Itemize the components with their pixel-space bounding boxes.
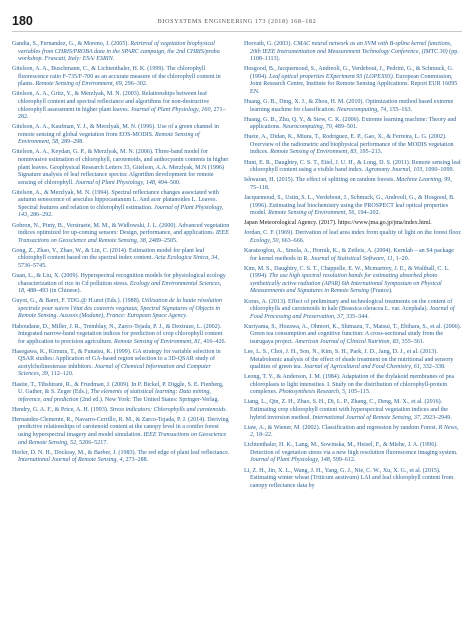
reference-text: , 5736–5745.	[18, 255, 219, 269]
reference-entry[interactable]	[12, 324, 230, 347]
reference-text: Hunt, E. R., Daughtry, C. S. T., Eitel, J. U. H., & Long, D. S. (2011). Remote sensing leaf chlorophyll content using a visible band index.	[244, 159, 461, 174]
reference-text: Horvath, G. (2003).	[244, 41, 294, 47]
reference-source: Journal of Chemical Information and Computer Sciences, 39	[18, 363, 211, 378]
reference-entry[interactable]	[244, 134, 462, 157]
reference-text: Huang, G. B., Ding, X. J., & Zhou, H. M. (2010). Optimization method based extreme learning machine for classification.	[244, 99, 454, 113]
reference-source: CMAC neural network as an SVM with B-spline kernel functions, 20th IEEE Instrumentation and Measurement Technology Conference, (IMTC 30)	[250, 41, 452, 55]
reference-text: Guan, L., & Liu, X. (2009). Hyperspectral recognition models for physiological ecology characterization of rice in Cd pollution stress.	[12, 273, 226, 287]
reference-source: Agronomy Journal, 103	[364, 167, 423, 174]
reference-source: Remote Sensing of Environment, 58	[18, 131, 200, 146]
reference-text: , 195–213.	[356, 149, 383, 156]
reference-text: , 488–493 (in Chinese).	[24, 288, 81, 295]
reference-text: , 2489–2505.	[145, 237, 178, 244]
reference-source: Remote Sensing of Environment, 83	[270, 149, 357, 156]
reference-text: Gong, Z., Zhao, Y., Zhao, W., & Lin, C. (2014). Estimation model for plant leaf chlorophyll content based on the spectral index content.	[12, 247, 205, 262]
page-number: 180	[12, 14, 33, 28]
reference-source: Remote Sensing of Environment, 56	[268, 210, 355, 217]
reference-entry[interactable]	[12, 41, 230, 64]
reference-entry[interactable]	[12, 382, 230, 405]
reference-entry[interactable]	[12, 407, 230, 415]
reference-source: Photosynthesis Research, 5	[278, 389, 346, 396]
reference-text: .	[112, 56, 115, 63]
reference-entry[interactable]	[244, 324, 462, 347]
reference-text: , 416–426.	[200, 338, 227, 345]
reference-source: American Journal of Clinical Nutrition, 83	[294, 338, 399, 345]
reference-text: , 273–288.	[122, 457, 149, 464]
reference-entry[interactable]	[244, 41, 462, 64]
reference-entry[interactable]	[12, 124, 230, 147]
reference-text: , 489–501.	[331, 124, 358, 131]
reference-text: , 332–338.	[419, 364, 446, 371]
reference-source: Retrieval of vegetation biophysical variables from CHRIS/PROBA data in the SPARC campaign, the 2nd CHRIS/proba workshop. Frascati, Italy: ESA/ ESRIN	[18, 41, 220, 63]
reference-source: Remote Sensing of Environment, 69	[35, 81, 122, 88]
reference-entry[interactable]	[244, 220, 462, 228]
reference-text: Huang, G. B., Zhu, Q. Y., & Siew, C. K. (2006). Extreme learning machine: Theory and applications.	[244, 116, 457, 131]
reference-source: Remote Sensing of Environment, 81	[114, 338, 201, 345]
reference-source: The elements of statistical learning: Data mining, inference, and prediction	[18, 389, 211, 403]
reference-text: , 271–282.	[18, 106, 226, 121]
page-header	[12, 14, 462, 30]
reference-source: The use high spectral resolution bands for estimating absorbed photo synthetically active radiation (APAR) 6th International Symposium on Physical Measurements and Signatures in Remote Sensing	[250, 273, 442, 295]
reference-text: Li, Z. H., Jin, X. L., Wang, J. H., Yang, G. J., Nie, C. W., Xu, X. G., et al. (2015). Estimating winter wheat (Triticum aestivum) LAI and leaf chlorophyll content from canopy reflectance data by	[244, 467, 454, 489]
reference-source: Journal of Food Processing and Preservation, 37	[250, 306, 455, 320]
reference-source: Machine Learning, 99	[396, 177, 451, 184]
reference-text: Korus, A. (2013). Effect of preliminary and technological treatments on the content of chlorophylls and carotenoids in kale (Brassica oleracea L. var. Acephala).	[244, 298, 453, 313]
reference-text: Hernandez-Clemente, R., Navarro-Cerrillo, R. M., & Zarco-Tejada, P. J. (2014). Deriving predictive relationships of carotenoid content at the canopy level in a conifer forest using hyperspectral imagery and model simulation.	[12, 416, 229, 439]
reference-text: , 75–118.	[250, 177, 452, 191]
reference-source: Journal of Plant Physiology, 148	[250, 457, 330, 464]
reference-source: Ecology, 50	[250, 237, 279, 244]
reference-entry[interactable]	[244, 66, 462, 96]
reference-entry[interactable]	[12, 349, 230, 379]
reference-text: Kuriyama, S., Hozawa, A., Ohmori, K., Shimazu, T., Matsui, T., Ebihara, S., et al. (2006). Green tea consumption and cognitive function: A cross-sectional study from the tsurugaya project.	[244, 323, 462, 345]
reference-entry[interactable]	[12, 298, 230, 321]
reference-entry[interactable]	[12, 66, 230, 89]
reference-text: . European Commission, Joint Research Centre, Institute for Remote Sensing Applications. Report EUR 16095 EN.	[250, 73, 458, 95]
reference-text: , 289–298.	[58, 139, 84, 146]
reference-entry[interactable]	[244, 374, 462, 397]
reference-text: Huete, A., Didan, K., Miura, T., Rodriguez, E. P., Gao, X., & Ferreira, L. G. (2002). Overview of the radiometric and biophysical performance of the MODIS vegetation indices.	[244, 134, 454, 156]
reference-source: Stress indicators: Chlorophylls and carotenoids	[109, 406, 226, 413]
reference-text: , 296–302.	[121, 81, 148, 88]
reference-text: Lichtenthaler, H. K., Lang, M., Sowinska, M., Heisel, F., & Miehe, J. A. (1996). Detection of vegetation stress via a new high resolution fluorescence imaging system.	[244, 442, 458, 456]
reference-entry[interactable]	[244, 117, 462, 132]
reference-text: Jacquemoud, S., Ustin, S. L., Verdebout, J., Schmuck, G., Andreoli, G., & Hosgood, B. (1996). Estimating leaf biochemistry using the PROSPECT leaf optical properties model.	[244, 195, 455, 217]
reference-entry[interactable]	[12, 223, 230, 246]
reference-entry[interactable]	[12, 450, 230, 465]
reference-text: , 286–292.	[27, 212, 53, 219]
reference-entry[interactable]	[244, 248, 462, 263]
reference-text: Horler, D. N. H., Dockray, M., & Barber, J. (1983). The red edge of plant leaf reflectance.	[12, 449, 230, 456]
reference-text: Jordan, C. F. (1969). Derivation of leaf area index from quality of light on the forest floor.	[244, 230, 462, 237]
reference-text: Hendry, G. A. F., & Price, A. H. (1993).	[12, 406, 110, 413]
reference-source: Journal of Plant Physiology, 143	[18, 204, 224, 219]
reference-text: , 1–20.	[392, 255, 410, 262]
reference-text: Haboudane, D., Miller, J. R., Tremblay, N., Zarco-Tejada, P. J., & Dextraze, L. (2002). Integrated narrow-band vegetation indices for prediction of crop chlorophyll content for application to precision agriculture.	[12, 323, 223, 345]
reference-source: R News, 2	[250, 424, 459, 439]
reference-entry[interactable]	[244, 442, 462, 465]
reference-source: Leaf optical properties EXperiment 93 (LOPEX93)	[269, 73, 393, 80]
reference-text: Gitelson, A. A., Kaufman, Y. J., & Merzlyak, M. N. (1996). Use of a green channel in remote sensing of global vegetation from EOS-MODIS.	[12, 124, 219, 138]
reference-text: Gitelson, A. A., Gritz, Y., & Merzlyak, M. N. (2003). Relationships between leaf chlorophyll content and spectral reflectance and algorithms for non-destructive chlorophyll assessment in higher plant leaves.	[12, 91, 210, 113]
reference-source: Journal of Plant Physiology, 148	[75, 179, 155, 186]
reference-entry[interactable]	[244, 266, 462, 296]
reference-text: , 355–361.	[398, 338, 425, 345]
reference-text: Guyot, G., & Baret, F. TDG.@ H.uret (Eds.). (1988).	[12, 298, 142, 305]
reference-source: International Journal of Remote Sensing, 37	[312, 414, 420, 421]
reference-text: (France).	[368, 288, 393, 295]
reference-entry[interactable]	[244, 425, 462, 440]
reference-text: (2nd ed.). New York: The United States: Springer-Verlag.	[78, 396, 220, 403]
reference-text: Japan Meteorological Agency. (2017). https://www.jma.go.jp/jma/index.html.	[244, 220, 432, 227]
reference-entry[interactable]	[12, 248, 230, 271]
reference-text: Liaw, A., & Wiener, M. (2002). Classification and regression by random Forest.	[244, 424, 439, 431]
reference-entry[interactable]	[244, 99, 462, 114]
reference-source: Acta Ecologica Sinica, 34	[154, 255, 218, 262]
reference-text: , 663–666.	[278, 237, 305, 244]
reference-source: Neurocomputing, 70	[282, 124, 332, 131]
running-title: BIOSYSTEMS ENGINEERING 173 (2018) 168–182	[157, 18, 317, 25]
reference-text: Lee, L. S., Choi, J. H., Son, N., Kim, S. H., Park, J. D., Jang, D. J., et al. (2013). Metabolomic analysis of the effect of shade treatment on the nutritional and sensory qualities of green tea.	[244, 349, 454, 371]
reference-entry[interactable]	[12, 273, 230, 296]
reference-text: , 18–22.	[253, 432, 273, 439]
reference-entry[interactable]	[244, 195, 462, 218]
references-left-column	[12, 41, 230, 467]
reference-entry[interactable]	[244, 160, 462, 175]
reference-entry[interactable]	[12, 91, 230, 121]
reference-text: .	[185, 313, 188, 320]
reference-text: , 155–163.	[386, 106, 413, 113]
reference-source: Journal of Plant Physiology, 160	[130, 106, 211, 113]
reference-source: Ecology and Environmental Sciences, 18	[18, 280, 222, 295]
reference-text: , 105–115.	[345, 389, 371, 396]
references-right-column	[244, 41, 462, 493]
reference-text: .	[225, 406, 227, 413]
reference-text: Gitelson, A., & Merzlyak, M. N. (1994). Spectral reflectance changes associated with autumn senescence of aesculus hippocastanum L. And acer platanoides L. Leaves. Spectral features and relation to chlorophyll estimation.	[12, 189, 219, 211]
reference-source: IEEE Transactions on Geoscience and Remote Sensing, 52	[18, 432, 227, 446]
reference-entry[interactable]	[244, 349, 462, 372]
reference-source: Neurocomputing, 74	[336, 106, 387, 113]
reference-entry[interactable]	[244, 230, 462, 245]
reference-text: Leong, T. Y., & Anderson, J. M. (1984). Adaptation of the thylakoid membranes of pea chloroplasts to light intensities. I. Study on the distribution of chlorophyll-protein complexes.	[244, 374, 455, 396]
reference-text: , 335–344.	[343, 313, 369, 320]
reference-text: , 599–612.	[329, 457, 356, 464]
reference-text: , 5206–5217.	[76, 439, 108, 446]
reference-text: Gandia, S., Fernandez, G., & Moreno, J. (2005).	[12, 41, 131, 47]
reference-text: Hasegawa, K., Kimura, T., & Funatsu, K. (1999). GA strategy for variable selection in QSAR studies: Application of GA-based region selection to a 3D-QSAR study of acetylcholinesterase inhibitors.	[12, 348, 221, 370]
reference-source: International Journal of Remote Sensing, 4	[18, 457, 123, 464]
reference-source: Journal of Statistical Software, 11	[310, 255, 393, 262]
reference-entry[interactable]	[12, 149, 230, 187]
reference-entry[interactable]	[12, 417, 230, 447]
reference-source: Journal of Agricultural and Food Chemistry, 61	[303, 364, 420, 371]
reference-entry[interactable]	[12, 190, 230, 220]
reference-text: Gobron, N., Pinty, B., Verstraete, M. M., & Widlowski, J. L. (2000). Advanced vegetation indices optimized for up-coming sensors: Design, performance, and applications.	[12, 222, 230, 237]
reference-text: Kim, M. S., Daughtry, C. S. T., Chappelle, E. W., Mcmurtrey, J. E., & Walthall, C. L. (1994).	[244, 265, 450, 280]
reference-entry[interactable]	[244, 299, 462, 322]
reference-text: Gitelson, A. A., Buschmann, C., & Lichtenthaler, H. K. (1999). The chlorophyll fluorescence ratio F-735/F-700 as an accurate measure of the chlorophyll content in plants.	[12, 66, 221, 88]
reference-text: Hastie, T., Tibshirani, R., & Friedman, J. (2009). In P. Bickel, P. Diggle, S. E. Fienberg, U. Gather, & S. Zeger (Eds.),	[12, 381, 224, 396]
reference-text: , 2923–2949.	[419, 414, 452, 421]
reference-text: Ishwaran, H. (2015). The effect of splitting on random forests.	[244, 177, 397, 184]
reference-entry[interactable]	[244, 399, 462, 422]
reference-text: Hosgood, B., Jacquemoud, S., Andreoli, G., Verdebout, J., Pedrini, G., & Schmuck, G. (1994).	[244, 66, 454, 80]
reference-text: , 194–202.	[354, 210, 381, 217]
reference-source: IEEE Transactions on Geoscience and Remote Sensing, 38	[18, 230, 229, 244]
reference-entry[interactable]	[244, 177, 462, 192]
reference-text: Karatzoglou, A., Smola, A., Hornik, K., & Zeileis, A. (2004). Kernlab – an S4 package for kernel methods in R.	[244, 248, 454, 262]
reference-text: (pp. 1108–1113).	[250, 48, 459, 63]
header-rule	[12, 31, 462, 32]
reference-text: , 494–500.	[154, 179, 181, 186]
reference-text: , 112–120.	[47, 371, 74, 378]
reference-entry[interactable]	[244, 468, 462, 491]
reference-source: Utilisation de la haute résolution spectrale pour suivre l'état des couverts vegetaux, Spectral Signatures of Objects in Remote Sensing. Aussois (Modane), France: European Space Agency	[18, 298, 223, 320]
reference-text: Gitelson, A. A., Keydan, G. P., & Merzlyak, M. N. (2006). Three-band model for noninvasive estimation of chlorophyll, carotenoids, and anthocyanin contents in higher plant leaves. Geophysical Research Letters 33, Gitelson, A.A. Merzlyak, M.N (1996) Signature analysis of leaf reflectance spectra: Algorithm development for remote sensing of chlorophyll.	[12, 149, 229, 186]
reference-text: Liang, L., Qin, Z. H., Zhao, S. H., Di, L. P., Zhang, C., Deng, M. X., et al. (2016). Estimating crop chlorophyll content with hyperspectral vegetation indices and the hybrid inversion method.	[244, 399, 448, 421]
reference-text: , 1090–1099.	[422, 167, 455, 174]
